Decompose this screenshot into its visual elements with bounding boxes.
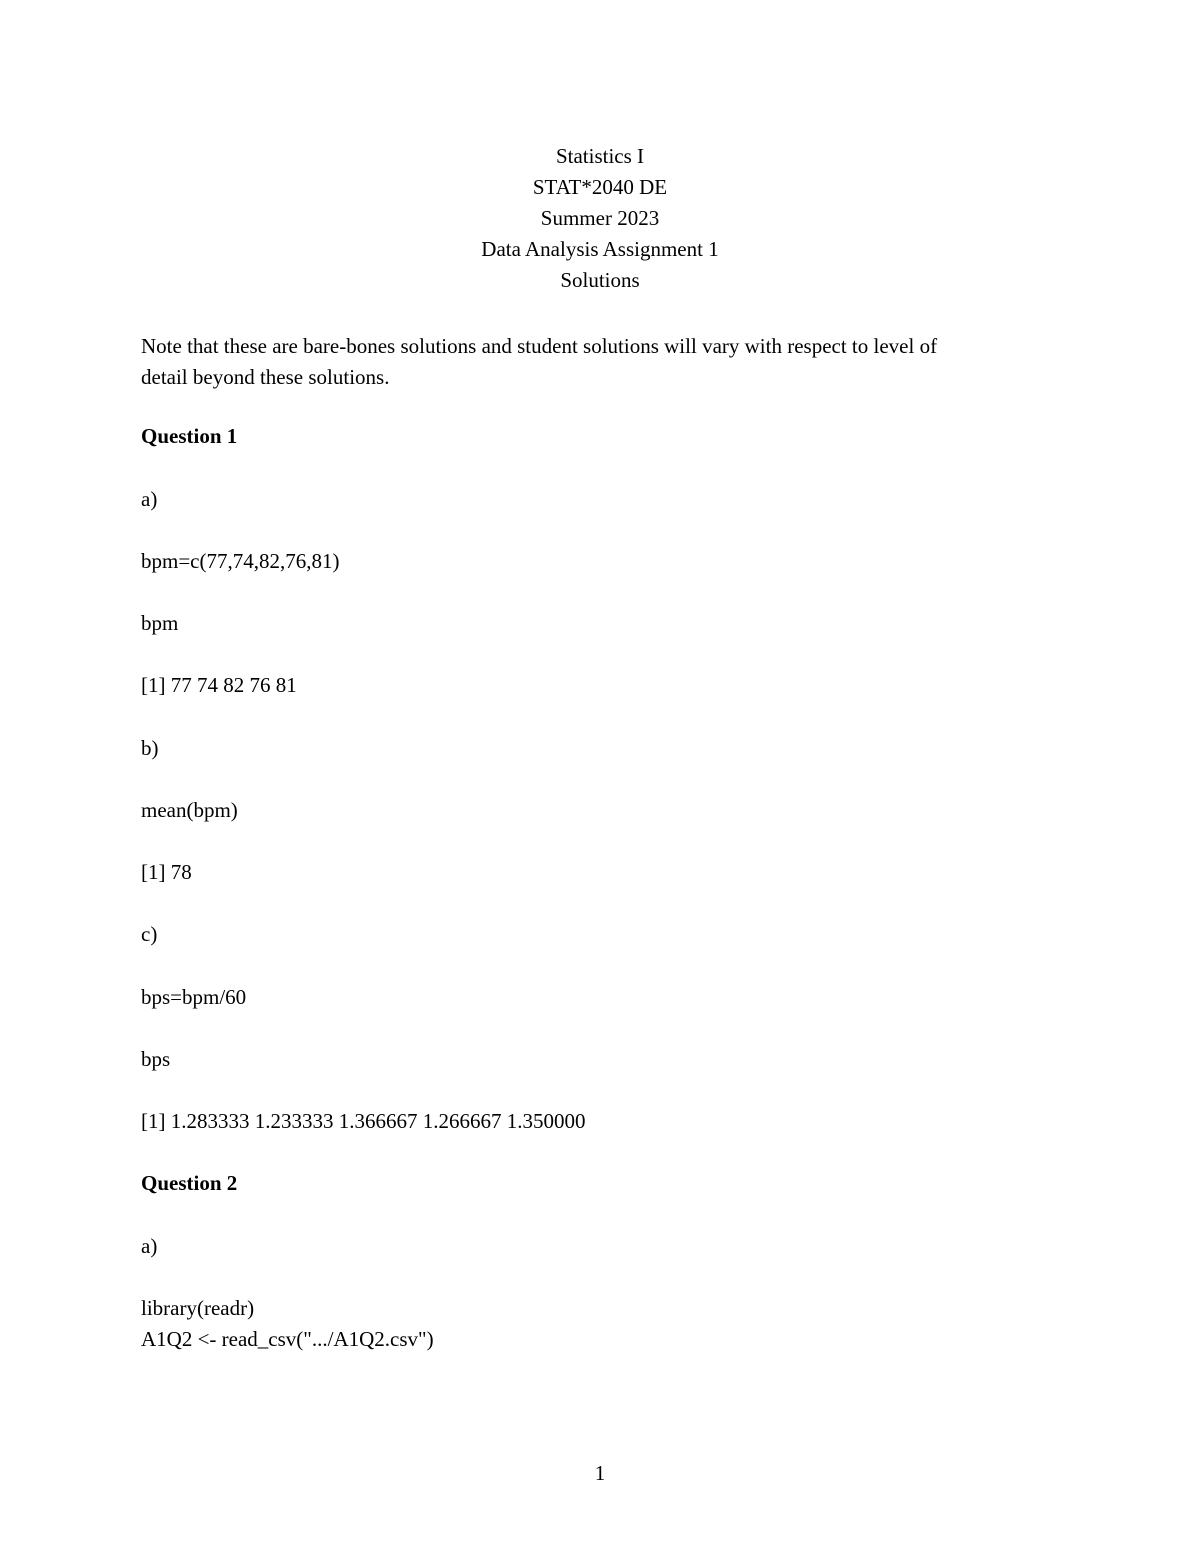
note-paragraph	[141, 331, 1071, 393]
question-1-part-a-code-2: bpm	[141, 611, 179, 635]
question-2-part-a-code-1: library(readr)	[141, 1296, 255, 1320]
question-2-part-a-label: a)	[141, 1234, 158, 1258]
question-1-part-c-code-2: bps	[141, 1047, 171, 1071]
question-1-part-a-label: a)	[141, 487, 158, 511]
question-2-heading: Question 2	[141, 1171, 238, 1195]
question-1-part-b-output: [1] 78	[141, 860, 192, 884]
document-subtitle: Solutions	[560, 268, 640, 292]
question-1-part-a-code-1: bpm=c(77,74,82,76,81)	[141, 549, 340, 573]
question-1-part-c-code-1: bps=bpm/60	[141, 985, 247, 1009]
question-1-heading: Question 1	[141, 424, 238, 448]
term: Summer 2023	[540, 206, 660, 230]
course-title: Statistics I	[555, 144, 645, 168]
title-block	[0, 144, 1200, 299]
question-1-part-a-output: [1] 77 74 82 76 81	[141, 673, 297, 697]
question-1-part-c-label: c)	[141, 922, 158, 946]
note-line-2: detail beyond these solutions.	[141, 365, 390, 389]
course-code: STAT*2040 DE	[532, 175, 668, 199]
question-1-part-b-label: b)	[141, 736, 159, 760]
assignment-title: Data Analysis Assignment 1	[481, 237, 719, 261]
question-1-part-b-code: mean(bpm)	[141, 798, 238, 822]
question-2-part-a-code-2: A1Q2 <- read_csv(".../A1Q2.csv")	[141, 1327, 434, 1351]
page-number: 1	[594, 1461, 606, 1485]
note-line-1: Note that these are bare-bones solutions and student solutions will vary with respect to level of	[141, 334, 938, 358]
question-1-part-c-output: [1] 1.283333 1.233333 1.366667 1.266667 1.350000	[141, 1109, 586, 1133]
